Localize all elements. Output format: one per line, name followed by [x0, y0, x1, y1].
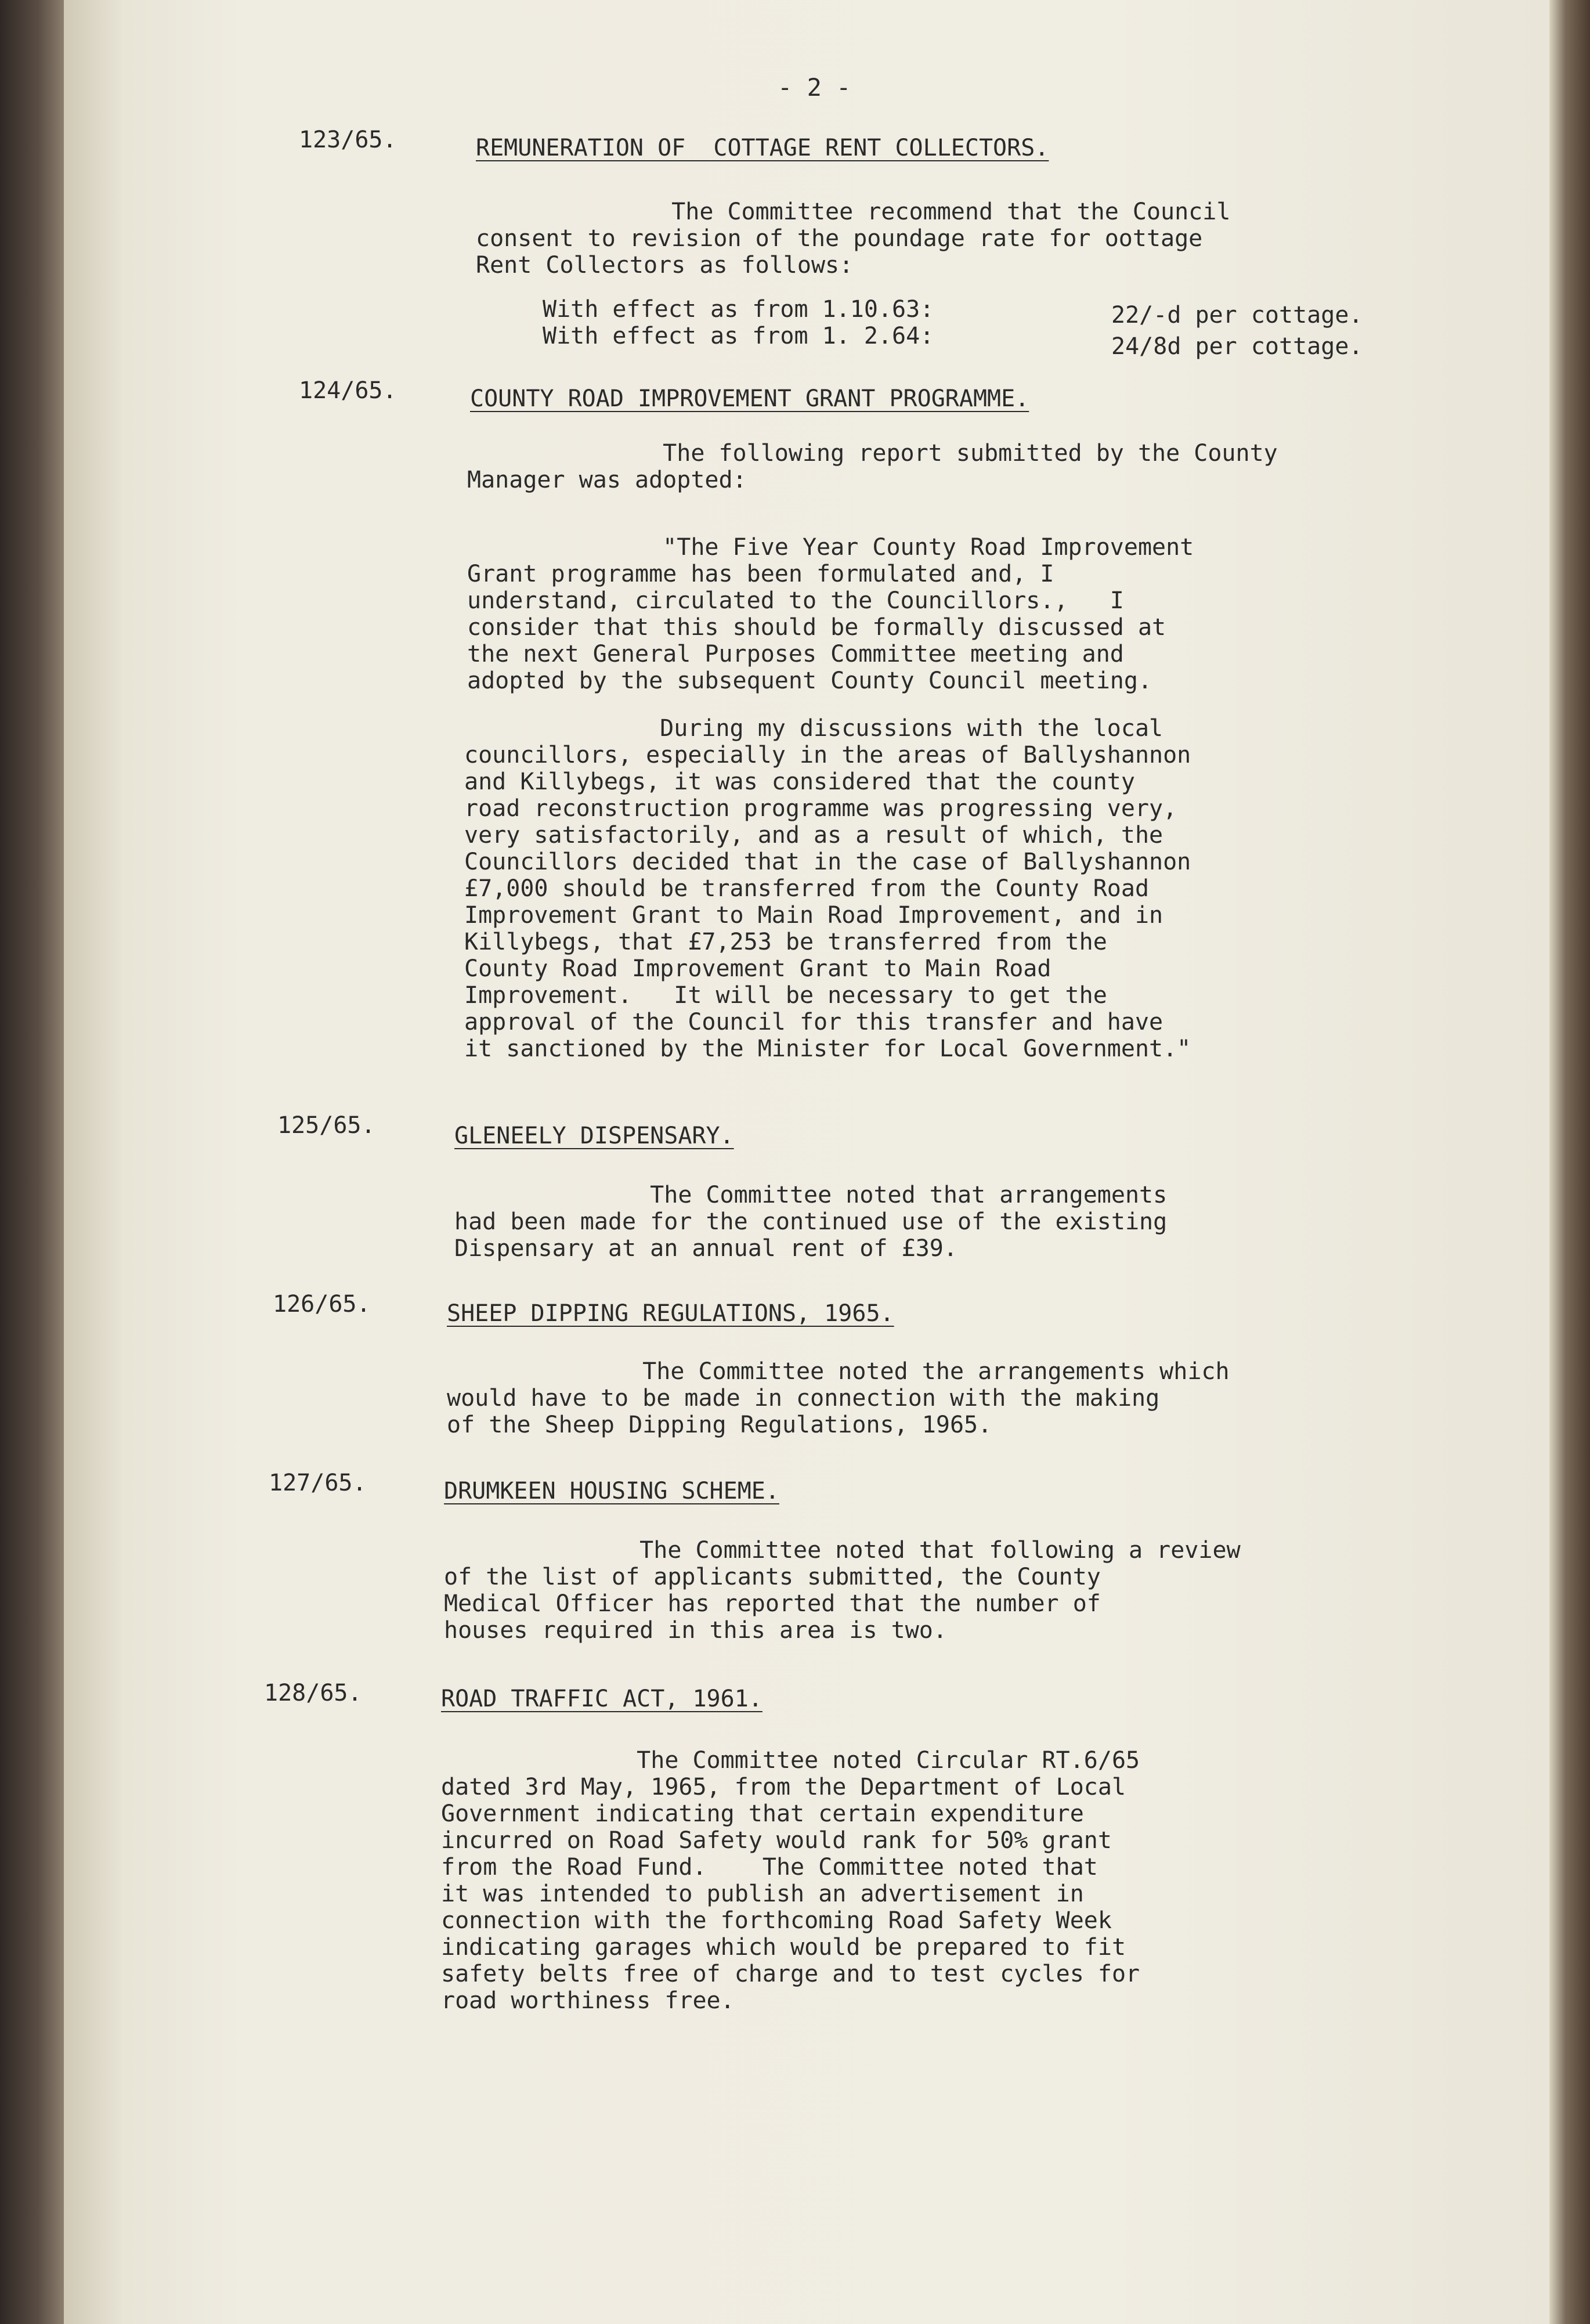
body-line: and Killybegs, it was considered that the county [464, 768, 1135, 795]
body-line: The following report submitted by the County [467, 440, 1278, 467]
body-line: of the list of applicants submitted, the County [444, 1564, 1101, 1590]
body-line: the next General Purposes Committee meeting and [467, 641, 1124, 667]
body-line: The Committee noted the arrangements which [447, 1358, 1230, 1385]
body-line: of the Sheep Dipping Regulations, 1965. [447, 1412, 992, 1438]
body-line: understand, circulated to the Councillors., I [467, 587, 1124, 614]
body-line: County Road Improvement Grant to Main Road [464, 955, 1051, 982]
minute-number-124: 124/65. [299, 377, 397, 404]
rate-amount: 22/-d per cottage. [1111, 302, 1363, 329]
body-line: incurred on Road Safety would rank for 50% grant [441, 1827, 1112, 1854]
body-line: indicating garages which would be prepared to fit [441, 1934, 1126, 1961]
body-line: The Committee noted that following a review [444, 1537, 1241, 1564]
minute-number-128: 128/65. [264, 1680, 362, 1706]
rate-text: With effect as from 1. 2.64: [543, 323, 934, 349]
body-line: The Committee recommend that the Council [476, 199, 1231, 225]
body-line: Manager was adopted: [467, 467, 747, 493]
page-edge [1549, 0, 1590, 2324]
body-line: Grant programme has been formulated and, I [467, 561, 1054, 587]
body-line: The Committee noted Circular RT.6/65 [441, 1747, 1140, 1774]
heading-126: SHEEP DIPPING REGULATIONS, 1965. [447, 1300, 894, 1327]
page-number: - 2 - [778, 73, 851, 102]
heading-124: COUNTY ROAD IMPROVEMENT GRANT PROGRAMME. [470, 385, 1029, 412]
heading-123: REMUNERATION OF COTTAGE RENT COLLECTORS. [476, 135, 1049, 161]
rate-amount: 24/8d per cottage. [1111, 333, 1363, 360]
body-line: adopted by the subsequent County Council meeting. [467, 667, 1152, 694]
body-line: safety belts free of charge and to test cycles for [441, 1961, 1140, 1987]
body-line: Medical Officer has reported that the number of [444, 1590, 1101, 1617]
body-line: road reconstruction programme was progressing very, [464, 795, 1177, 822]
body-line: had been made for the continued use of the existing [454, 1208, 1168, 1235]
body-line: Improvement Grant to Main Road Improvement, and in [464, 902, 1163, 929]
body-line: approval of the Council for this transfer and have [464, 1009, 1163, 1035]
minute-number-123: 123/65. [299, 127, 397, 153]
minute-number-125: 125/65. [277, 1112, 375, 1139]
body-line: During my discussions with the local [464, 715, 1163, 742]
body-line: would have to be made in connection with the making [447, 1385, 1160, 1412]
rate-text: With effect as from 1.10.63: [543, 296, 934, 323]
body-line: Councillors decided that in the case of Ballyshannon [464, 849, 1191, 875]
body-line: very satisfactorily, and as a result of which, the [464, 822, 1163, 849]
body-line: Rent Collectors as follows: [476, 252, 854, 279]
heading-127: DRUMKEEN HOUSING SCHEME. [444, 1478, 779, 1504]
body-line: Killybegs, that £7,253 be transferred from the [464, 929, 1107, 955]
body-line: £7,000 should be transferred from the County Road [464, 875, 1150, 902]
minute-number-126: 126/65. [273, 1291, 371, 1318]
body-line: councillors, especially in the areas of Ballyshannon [464, 742, 1191, 768]
book-binding [0, 0, 64, 2324]
heading-125: GLENEELY DISPENSARY. [454, 1123, 734, 1149]
body-line: The Committee noted that arrangements [454, 1182, 1168, 1208]
body-line: dated 3rd May, 1965, from the Department of Local [441, 1774, 1126, 1800]
body-line: consider that this should be formally discussed at [467, 614, 1166, 641]
body-line: consent to revision of the poundage rate for oottage [476, 225, 1203, 252]
body-line: it sanctioned by the Minister for Local Government." [464, 1035, 1191, 1062]
body-line: houses required in this area is two. [444, 1617, 947, 1644]
body-line: road worthiness free. [441, 1987, 735, 2014]
body-line: Government indicating that certain expenditure [441, 1800, 1084, 1827]
minute-number-127: 127/65. [269, 1470, 367, 1496]
body-line: "The Five Year County Road Improvement [467, 534, 1194, 561]
body-line: connection with the forthcoming Road Safety Week [441, 1907, 1112, 1934]
heading-128: ROAD TRAFFIC ACT, 1961. [441, 1686, 763, 1712]
body-line: Dispensary at an annual rent of £39. [454, 1235, 957, 1262]
body-line: Improvement. It will be necessary to get the [464, 982, 1107, 1009]
body-line: from the Road Fund. The Committee noted that [441, 1854, 1098, 1881]
body-line: it was intended to publish an advertisement in [441, 1881, 1084, 1907]
